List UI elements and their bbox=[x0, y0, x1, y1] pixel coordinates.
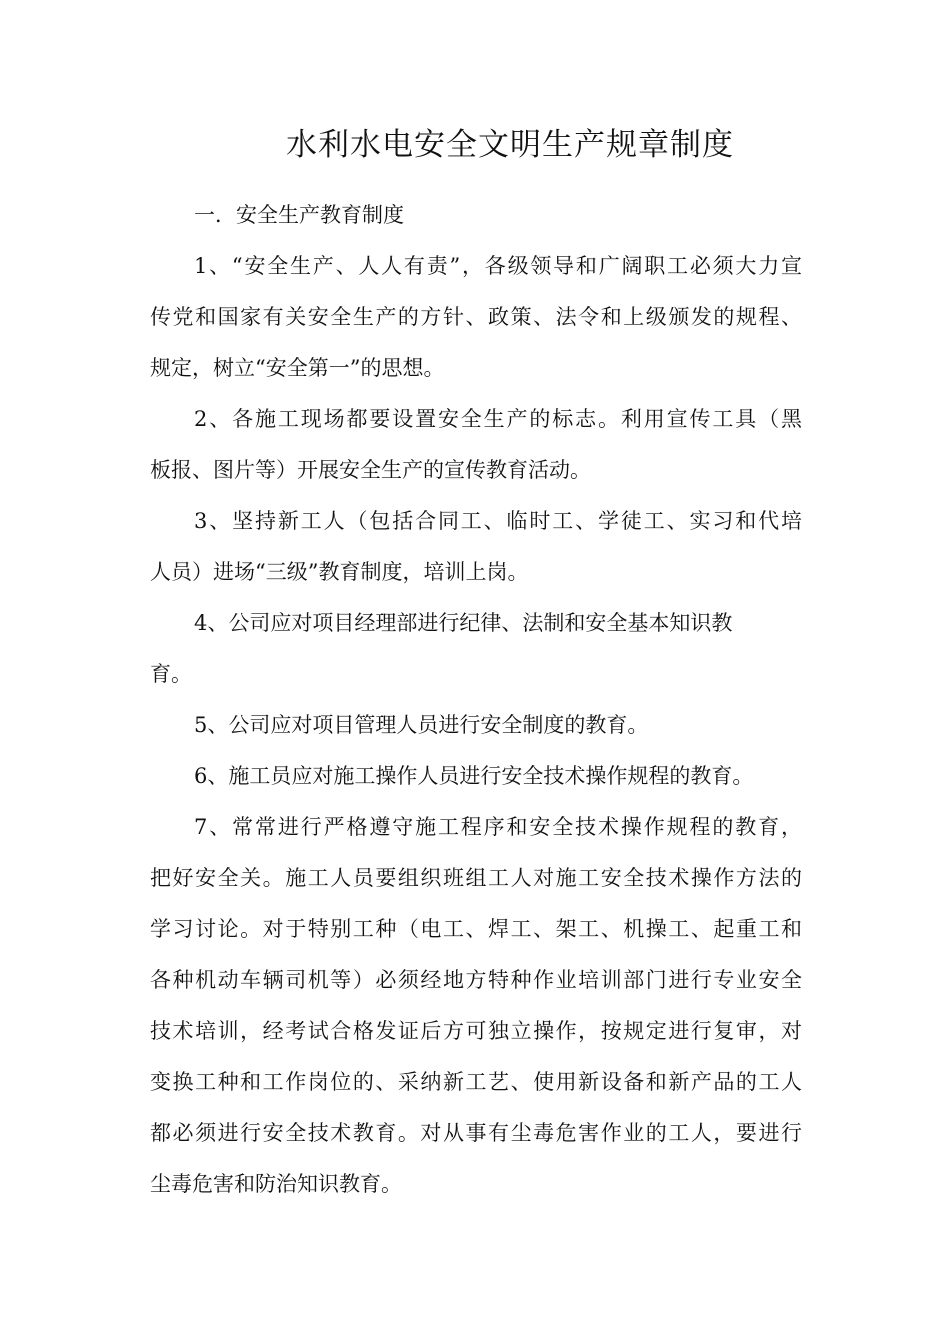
paragraph-5-line-1: 5、公司应对项目管理人员进行安全制度的教育。 bbox=[194, 713, 649, 737]
paragraph-7-line-6: 变换工种和工作岗位的、采纳新工艺、使用新设备和新产品的工人 bbox=[150, 1070, 802, 1094]
paragraph-4-line-2: 育。 bbox=[150, 662, 192, 686]
paragraph-7-line-3: 学习讨论。对于特别工种（电工、焊工、架工、机操工、起重工和 bbox=[150, 917, 802, 941]
paragraph-3-line-1: 3、坚持新工人（包括合同工、临时工、学徒工、实习和代培 bbox=[194, 509, 802, 533]
paragraph-7-line-2: 把好安全关。施工人员要组织班组工人对施工安全技术操作方法的 bbox=[150, 866, 802, 890]
paragraph-7-line-5: 技术培训，经考试合格发证后方可独立操作，按规定进行复审，对 bbox=[150, 1019, 802, 1043]
paragraph-7-line-1: 7、常常进行严格遵守施工程序和安全技术操作规程的教育， bbox=[194, 815, 802, 839]
document-body bbox=[150, 190, 802, 1210]
paragraph-7-line-8: 尘毒危害和防治知识教育。 bbox=[150, 1172, 402, 1196]
paragraph-2-line-2: 板报、图片等）开展安全生产的宣传教育活动。 bbox=[150, 458, 591, 482]
paragraph-6-line-1: 6、施工员应对施工操作人员进行安全技术操作规程的教育。 bbox=[194, 764, 754, 788]
paragraph-7-line-4: 各种机动车辆司机等）必须经地方特种作业培训部门进行专业安全 bbox=[150, 968, 802, 992]
paragraph-3-line-2: 人员）进场“三级”教育制度，培训上岗。 bbox=[150, 560, 529, 584]
paragraph-2-line-1: 2、各施工现场都要设置安全生产的标志。利用宣传工具（黑 bbox=[194, 407, 802, 431]
section-heading: 一．安全生产教育制度 bbox=[194, 203, 404, 227]
document-title: 水利水电安全文明生产规章制度 bbox=[286, 127, 734, 163]
paragraph-1-line-1: 1、“安全生产、人人有责”，各级领导和广阔职工必须大力宣 bbox=[194, 254, 802, 278]
paragraph-4-line-1: 4、公司应对项目经理部进行纪律、法制和安全基本知识教 bbox=[194, 611, 733, 635]
paragraph-1-line-2: 传党和国家有关安全生产的方针、政策、法令和上级颁发的规程、 bbox=[150, 305, 802, 329]
paragraph-1-line-3: 规定，树立“安全第一”的思想。 bbox=[150, 356, 445, 380]
paragraph-7-line-7: 都必须进行安全技术教育。对从事有尘毒危害作业的工人，要进行 bbox=[150, 1121, 802, 1145]
